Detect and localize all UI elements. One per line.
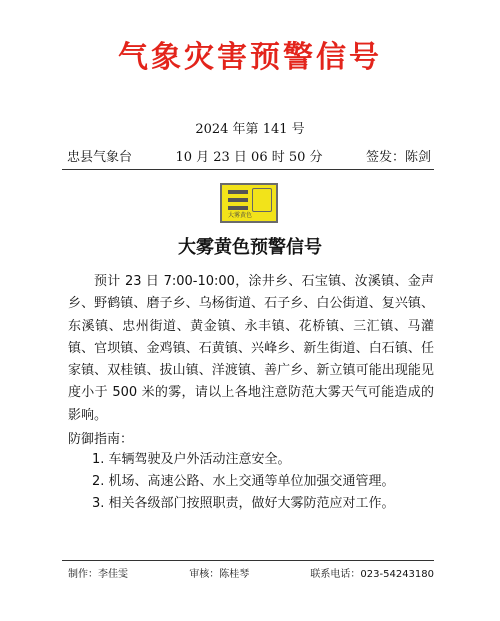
issue-time: 10 月 23 日 06 时 50 分 — [175, 150, 323, 165]
header-divider — [62, 169, 434, 170]
signer: 签发：陈剑 — [365, 150, 431, 165]
guidance-heading: 防御指南： — [68, 432, 134, 447]
fog-yellow-warning-icon — [220, 183, 278, 223]
issue-meta-row — [67, 146, 431, 165]
guidance-list — [92, 449, 395, 515]
document-title: 气象灾害预警信号 — [118, 40, 382, 75]
issuer: 忠县气象台 — [67, 150, 133, 165]
footer-row — [68, 565, 434, 580]
guidance-item: 2. 机场、高速公路、水上交通等单位加强交通管理。 — [92, 474, 395, 489]
reviewer: 审核：陈桂琴 — [189, 569, 250, 580]
guidance-item: 3. 相关各级部门按照职责，做好大雾防范应对工作。 — [92, 496, 395, 511]
guidance-item: 1. 车辆驾驶及户外活动注意安全。 — [92, 452, 291, 467]
warning-title: 大雾黄色预警信号 — [178, 237, 322, 258]
author: 制作：李佳雯 — [68, 569, 128, 580]
signal-caption: 大雾黄色 — [228, 212, 253, 219]
warning-body: 预计 23 日 7:00-10:00，涂井乡、石宝镇、汝溪镇、金声乡、野鹤镇、磨子乡、乌杨街道、石子乡、白公街道、复兴镇、东溪镇、忠州街道、黄金镇、永丰镇、花桥镇、三汇镇、马灌镇、官坝镇、金鸡镇、石黄镇、兴峰乡、新生街道、白石镇、任家镇、双桂镇、拔山镇、洋渡镇、善广乡、新立镇可能出现能见度小于 500 米的雾，请以上各地注意防范大雾天气可能造成的影响。 — [68, 274, 434, 423]
contact-phone: 联系电话：023-54243180 — [310, 569, 434, 580]
issue-number: 2024 年第 141 号 — [195, 122, 305, 137]
footer-divider — [62, 560, 434, 561]
